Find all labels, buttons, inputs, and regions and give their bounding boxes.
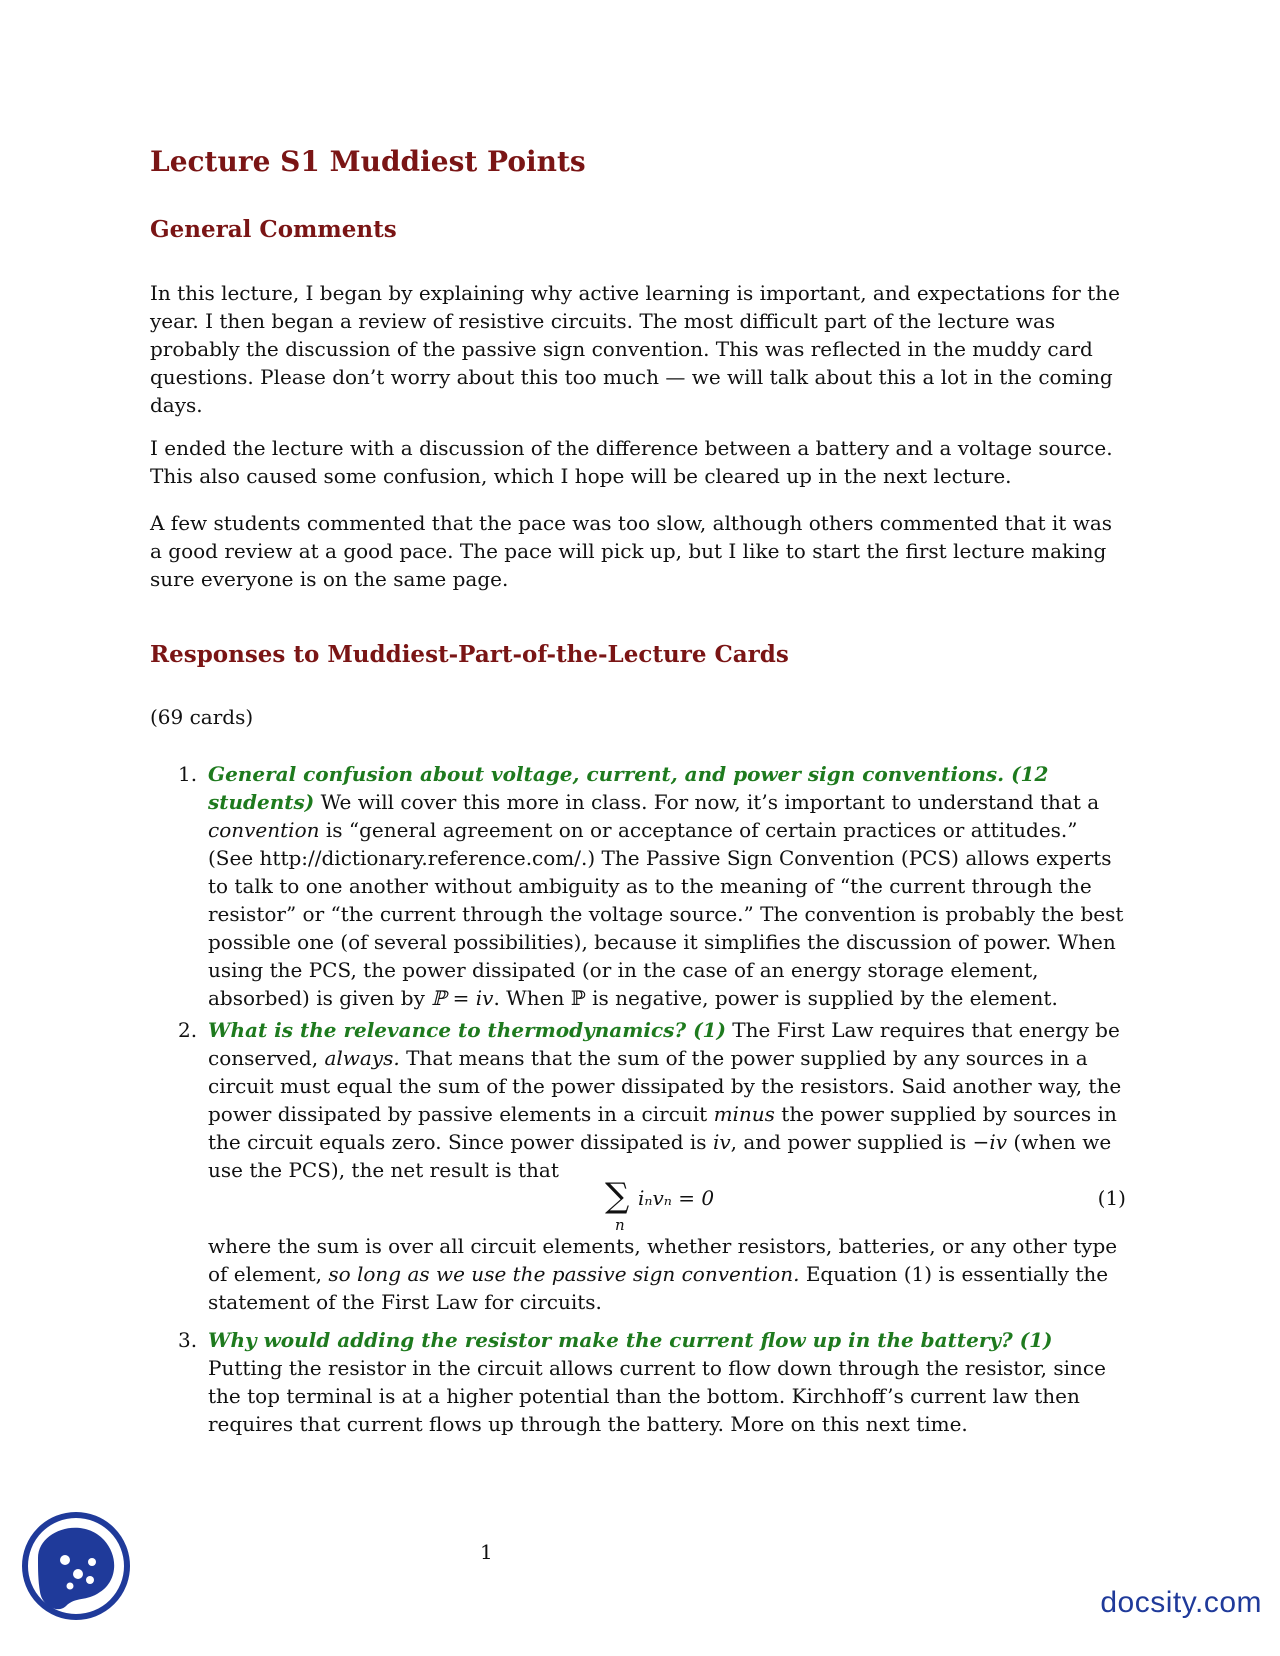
answer-text: The First Law requires that energy be conserved, bbox=[208, 1018, 1120, 1070]
answer-text: Equation (1) is essentially the statement of the First Law for circuits. bbox=[208, 1262, 1109, 1314]
equation-number: (1) bbox=[1097, 1186, 1126, 1210]
item-continuation bbox=[208, 1232, 1126, 1316]
item-number: 1. bbox=[178, 762, 198, 786]
general-comments-paragraph-2: I ended the lecture with a discussion of the difference between a battery and a voltage source. This also caused some confusion, which I hope will be cleared up in the next lecture. bbox=[150, 436, 1113, 488]
answer-text: where the sum is over all circuit elements, whether resistors, batteries, or any other type of element, bbox=[208, 1234, 1118, 1286]
sum-symbol: ∑ bbox=[605, 1176, 630, 1216]
question-text: Why would adding the resistor make the current flow up in the battery? (1) bbox=[208, 1328, 1053, 1352]
equation-1 bbox=[150, 1176, 1126, 1236]
answer-text: We will cover this more in class. For now, it’s important to understand that a bbox=[314, 790, 1100, 814]
equation-body: iₙvₙ = 0 bbox=[638, 1186, 715, 1210]
card-count: (69 cards) bbox=[150, 705, 254, 729]
answer-text: . When ℙ is negative, power is supplied by the element. bbox=[493, 986, 1058, 1010]
responses-heading: Responses to Muddiest-Part-of-the-Lecture Cards bbox=[150, 641, 789, 668]
docsity-logo-icon bbox=[20, 1510, 132, 1622]
docsity-brand-text[interactable]: docsity.com bbox=[1100, 1586, 1262, 1619]
item-number: 3. bbox=[178, 1328, 198, 1352]
math-expression: iv bbox=[712, 1130, 731, 1154]
answer-text: is “general agreement on or acceptance of certain practices or attitudes.” (See http://dictionary.reference.com/.) The Passive Sign Convention (PCS) allows experts to talk to one another without ambiguity as to the meaning of “the current through the resistor” or “the current through the voltage source.” The convention is probably the best possible one (of several possibilities), because it simplifies the discussion of power. When using the PCS, the power dissipated (or in the case of an energy storage element, absorbed) is given by bbox=[208, 818, 1124, 1010]
general-comments-paragraph-1: In this lecture, I began by explaining why active learning is important, and expectations for the year. I then began a review of resistive circuits. The most difficult part of the lecture was probably the discussion of the passive sign convention. This was reflected in the muddy card questions. Please don’t worry about this too much — we will talk about this a lot in the coming days. bbox=[150, 281, 1120, 417]
item-body bbox=[208, 1326, 1126, 1438]
page-number: 1 bbox=[480, 1540, 493, 1564]
answer-emphasis: convention bbox=[208, 818, 320, 842]
answer-text: , and power supplied is bbox=[730, 1130, 973, 1154]
answer-emphasis: so long as we use the passive sign convention. bbox=[328, 1262, 800, 1286]
answer-text: That means that the sum of the power supplied by any sources in a circuit must equal the sum of the power dissipated by the resistors. Said another way, the power dissipated by passive elements in a circuit bbox=[208, 1046, 1122, 1126]
general-comments-heading: General Comments bbox=[150, 216, 397, 243]
page-title: Lecture S1 Muddiest Points bbox=[150, 145, 586, 178]
sum-subscript: n bbox=[615, 1216, 625, 1234]
answer-emphasis: always. bbox=[324, 1046, 400, 1070]
item-number: 2. bbox=[178, 1018, 198, 1042]
item-body bbox=[208, 760, 1126, 1012]
answer-emphasis: minus bbox=[713, 1102, 775, 1126]
math-expression: −iv bbox=[972, 1130, 1008, 1154]
item-body bbox=[208, 1016, 1126, 1184]
answer-text: Putting the resistor in the circuit allows current to flow down through the resistor, since the top terminal is at a higher potential than the bottom. Kirchhoff’s current law then requires that current flows up through the battery. More on this next time. bbox=[208, 1356, 1106, 1436]
general-comments-paragraph-3: A few students commented that the pace was too slow, although others commented that it was a good review at a good pace. The pace will pick up, but I like to start the first lecture making sure everyone is on the same page. bbox=[150, 511, 1113, 591]
answer-text: the power supplied by sources in the circuit equals zero. Since power dissipated is bbox=[208, 1102, 1117, 1154]
question-text: What is the relevance to thermodynamics? (1) bbox=[208, 1018, 726, 1042]
math-expression: ℙ = iv bbox=[431, 986, 494, 1010]
answer-text: (when we use the PCS), the net result is that bbox=[208, 1130, 1112, 1182]
question-text: General confusion about voltage, current, and power sign conventions. (12 students) bbox=[208, 762, 1049, 814]
